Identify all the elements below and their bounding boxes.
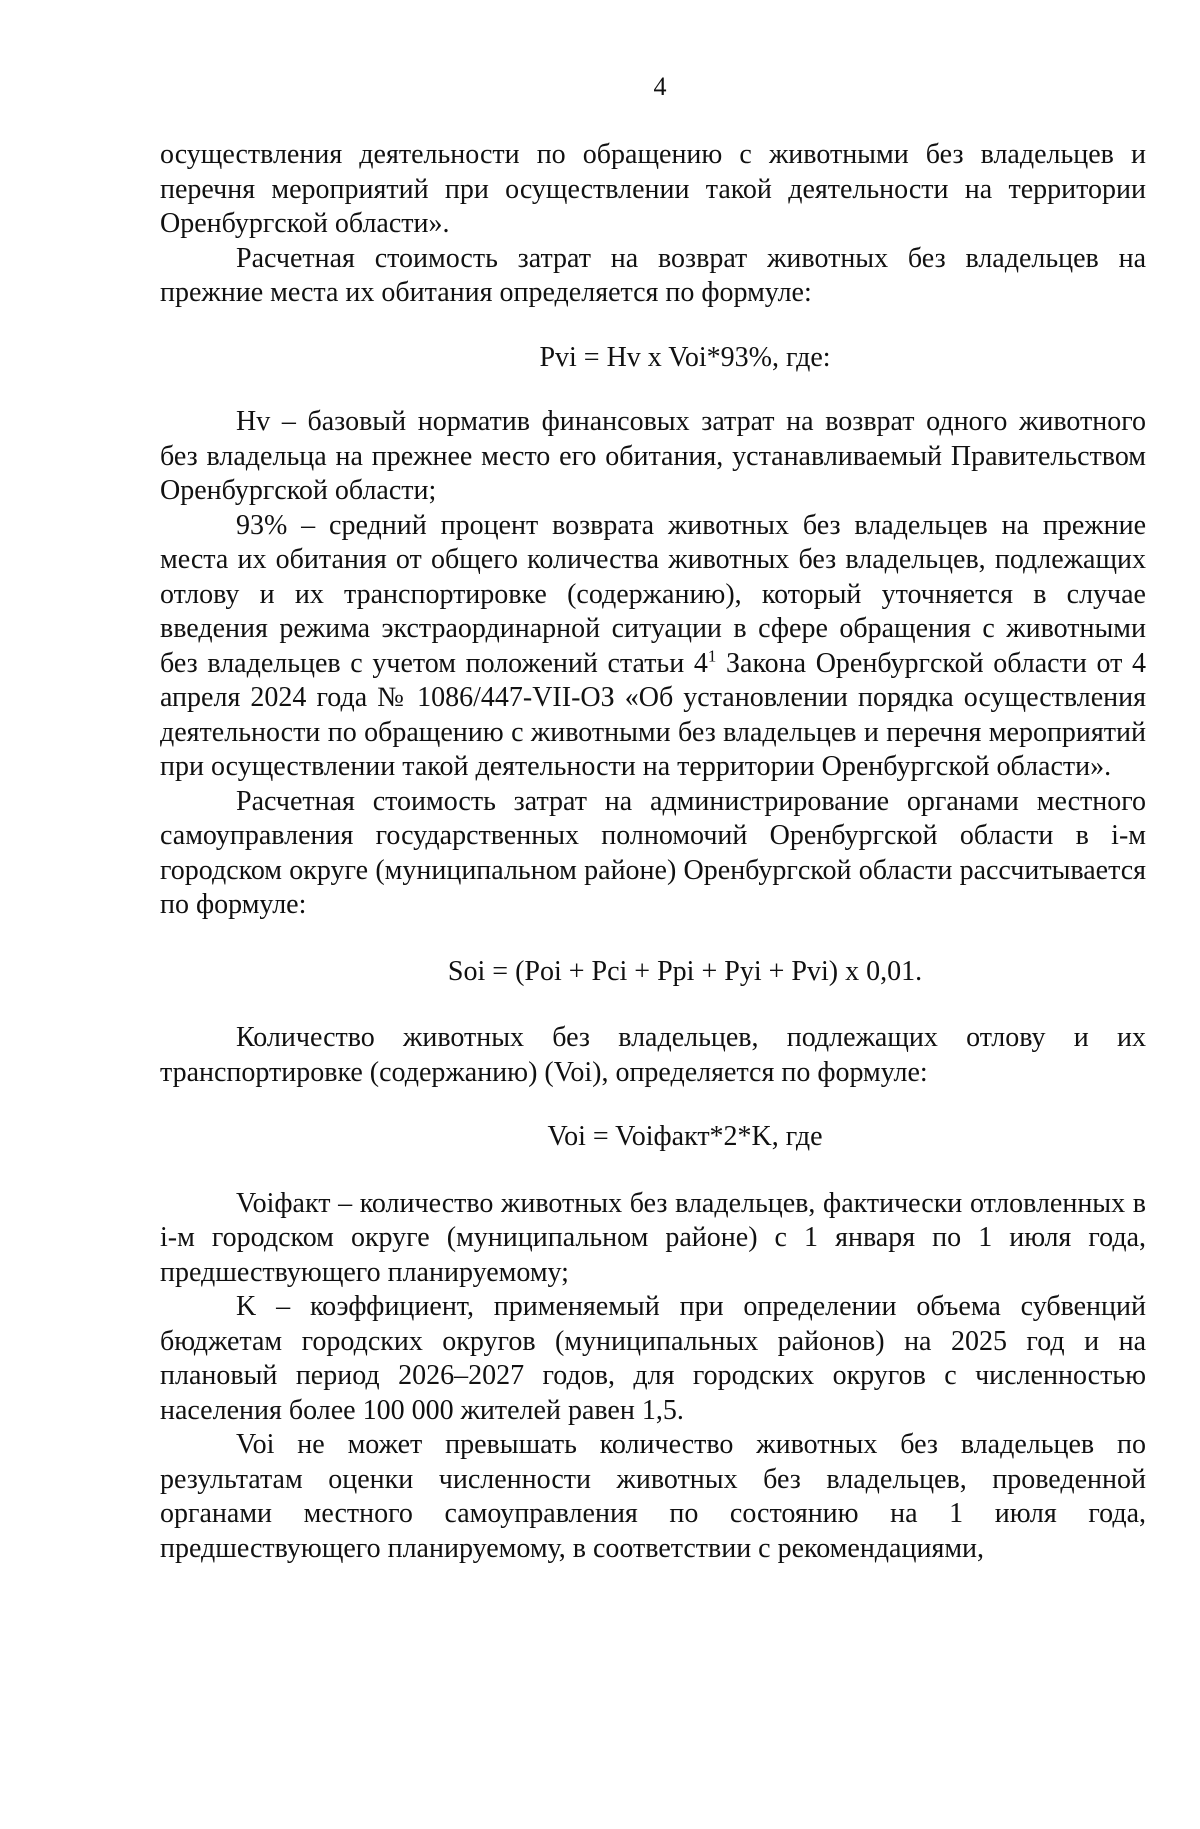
formula-soi: Soi = (Poi + Pci + Ppi + Pyi + Pvi) x 0,01. [447,955,923,987]
page-number: 4 [653,72,667,101]
paragraph-93-percent [160,509,1146,785]
paragraph-k-definition: K – коэффициент, применяемый при определении объема субвенций бюджетам городских округов (муниципальных районов) на 2025 год и на плановый период 2026–2027 годов, для городских округов с численностью населения более 100 000 жителей равен 1,5. [160,1291,1146,1426]
paragraph-animal-count: Количество животных без владельцев, подлежащих отлову и их транспортировке (содержанию) (Voi), определяется по формуле: [160,1022,1146,1088]
paragraph-hv-definition: Hv – базовый норматив финансовых затрат на возврат одного животного без владельца на прежнее место его обитания, устанавливаемый Правительством Оренбургской области; [160,406,1146,506]
formula-pvi: Pvi = Hv x Voi*93%, где: [539,341,831,373]
document-body [160,138,1146,1566]
paragraph-93-percent-text-cont: Закона Оренбургской области от 4 апреля 2024 года № 1086/447-VII-ОЗ «Об установлении порядка осуществления деятельности по обращению с животными без владельцев и перечня мероприятий при осуществлении такой деятельности на территории Оренбургской области». [160,647,1146,782]
formula-voi: Voi = Voiфакт*2*K, где [547,1121,823,1152]
paragraph-continuation: осуществления деятельности по обращению с животными без владельцев и перечня мероприятий при осуществлении такой деятельности на территории Оренбургской области». [160,139,1146,239]
paragraph-voi-limit: Voi не может превышать количество животных без владельцев по результатам оценки численности животных без владельцев, проведенной органами местного самоуправления по состоянию на 1 июля года, предшествующего планируемому, в соответствии с рекомендациями, [160,1429,1146,1564]
paragraph-93-percent-text: 93% – средний процент возврата животных без владельцев на прежние места их обитания от общего количества животных без владельцев, подлежащих отлову и их транспортировке (содержанию), который уточняется в случае введения режима экстраординарной ситуации в сфере обращения с животными без владельцев с учетом положений статьи 4 [160,509,1146,679]
paragraph-admin-cost: Расчетная стоимость затрат на администрирование органами местного самоуправления государственных полномочий Оренбургской области в i-м городском округе (муниципальном районе) Оренбургской области рассчитывается по формуле: [160,785,1146,920]
paragraph-return-cost: Расчетная стоимость затрат на возврат животных без владельцев на прежние места их обитания определяется по формуле: [160,242,1146,308]
superscript-article-number: 1 [707,646,717,666]
paragraph-voifact-definition: Voiфакт – количество животных без владельцев, фактически отловленных в i-м городском округе (муниципальном районе) с 1 января по 1 июля года, предшествующего планируемому; [160,1187,1146,1288]
